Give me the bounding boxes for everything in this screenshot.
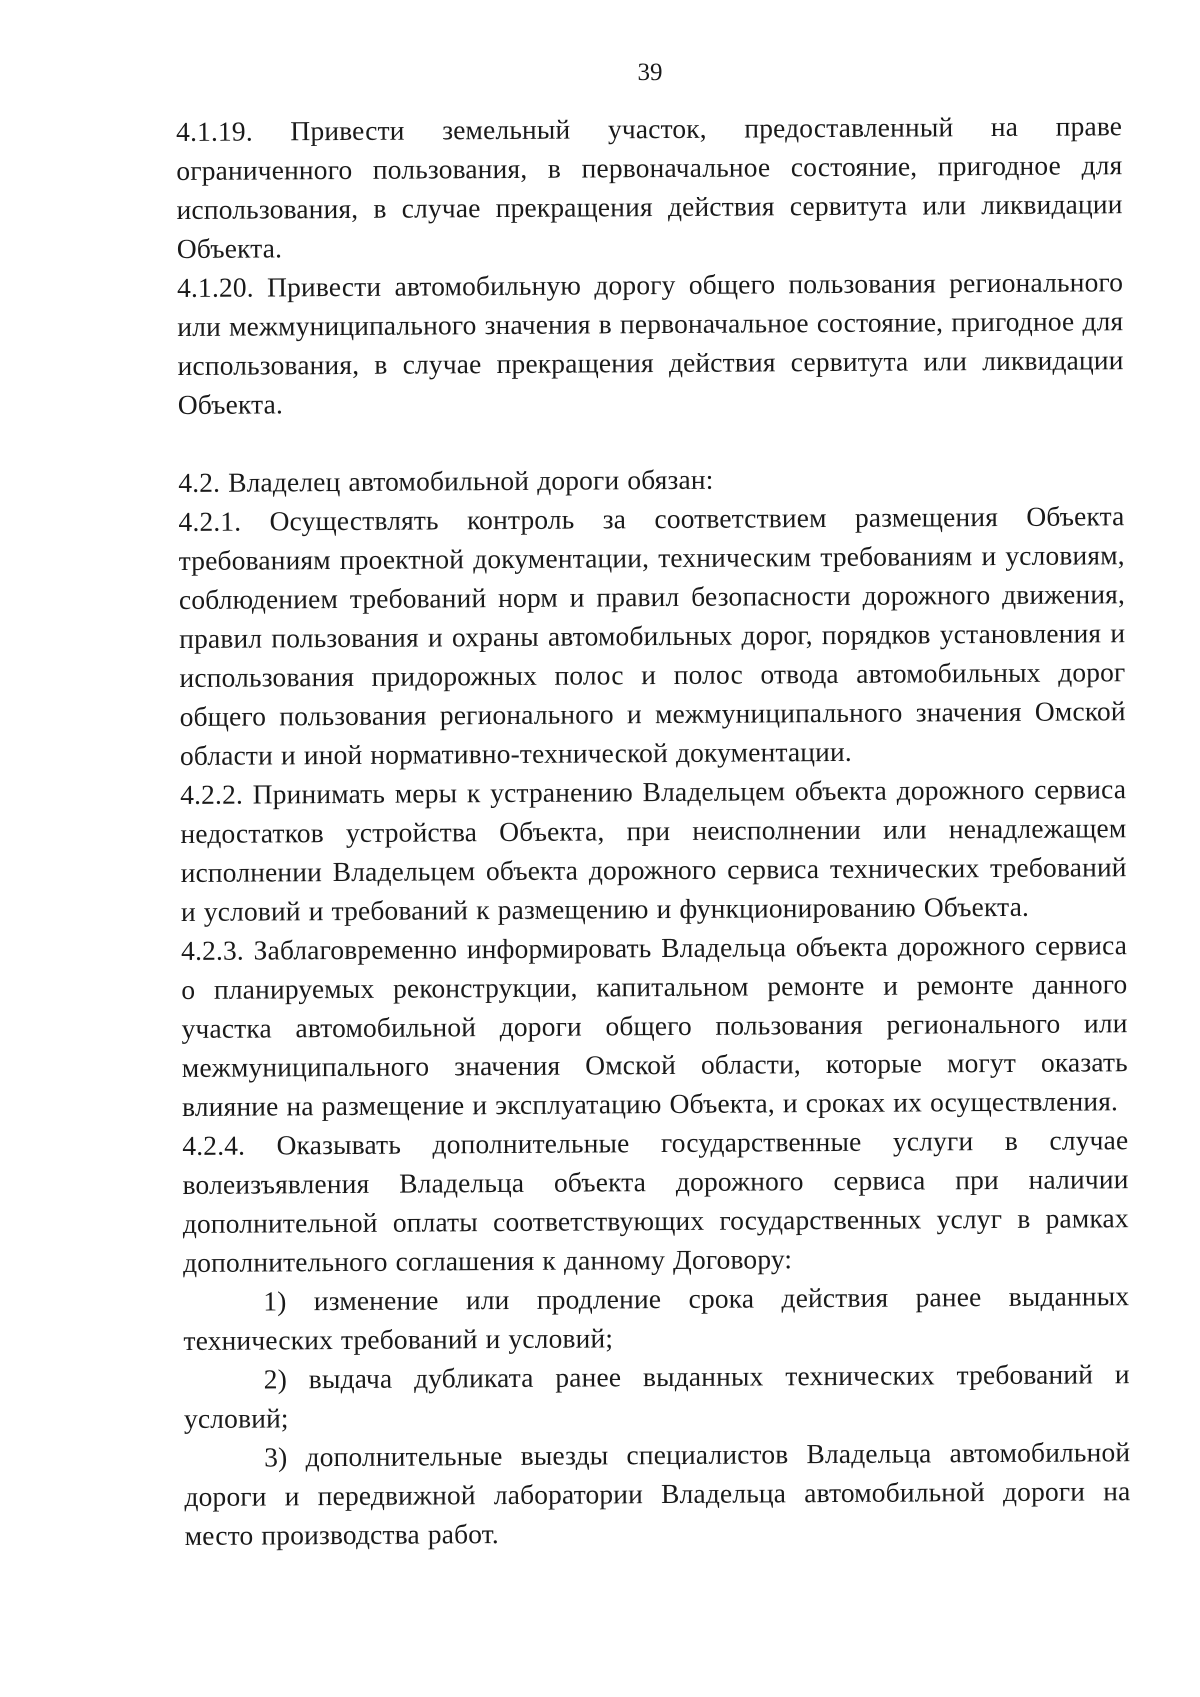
clause-4-1-19: 4.1.19. Привести земельный участок, предоставленный на праве ограниченного пользования, в первоначальное состояние, пригодное для использования, в случае прекращения действия сервитута или ликвидации Объекта. xyxy=(176,110,1123,264)
clause-4-2-heading: 4.2. Владелец автомобильной дороги обязан: xyxy=(178,463,714,498)
list-item-1: 1) изменение или продление срока действия ранее выданных технических требований и условий; xyxy=(183,1280,1130,1356)
list-item-2: 2) выдача дубликата ранее выданных технических требований и условий; xyxy=(183,1358,1130,1434)
clause-4-2-2: 4.2.2. Принимать меры к устранению Владельцем объекта дорожного сервиса недостатков устройства Объекта, при неисполнении или ненадлежащем исполнении Владельцем объекта дорожного сервиса технических требований и условий и требований к размещению и функционированию Объекта. xyxy=(180,773,1127,927)
document-body xyxy=(176,106,1131,1555)
list-item-3: 3) дополнительные выезды специалистов Владельца автомобильной дороги и передвижной лаборатории Владельца автомобильной дороги на место производства работ. xyxy=(184,1436,1131,1551)
clause-4-2-4: 4.2.4. Оказывать дополнительные государственные услуги в случае волеизъявления Владельца объекта дорожного сервиса при наличии дополнительной оплаты соответствующих государственных услуг в рамках дополнительного соглашения к данному Договору: xyxy=(182,1124,1129,1278)
clause-4-1-20: 4.1.20. Привести автомобильную дорогу общего пользования регионального или межмуниципального значения в первоначальное состояние, пригодное для использования, в случае прекращения действия сервитута или ликвидации Объекта. xyxy=(176,266,1124,420)
clause-4-2-1: 4.2.1. Осуществлять контроль за соответствием размещения Объекта требованиям проектной документации, техническим требованиям и условиям, соблюдением требований норм и правил безопасности дорожного движения, правил пользования и охраны автомобильных дорог, порядков установления и использования придорожных полос и полос отвода автомобильных дорог общего пользования регионального и межмуниципального значения Омской области и иной нормативно-технической документации. xyxy=(178,500,1126,771)
clause-4-2-3: 4.2.3. Заблаговременно информировать Владельца объекта дорожного сервиса о планируемых реконструкции, капитальном ремонте и ремонте данного участка автомобильной дороги общего пользования регионального или межмуниципального значения Омской области, которые могут оказать влияние на размещение и эксплуатацию Объекта, и сроках их осуществления. xyxy=(181,929,1128,1122)
page-number: 39 xyxy=(637,59,663,86)
